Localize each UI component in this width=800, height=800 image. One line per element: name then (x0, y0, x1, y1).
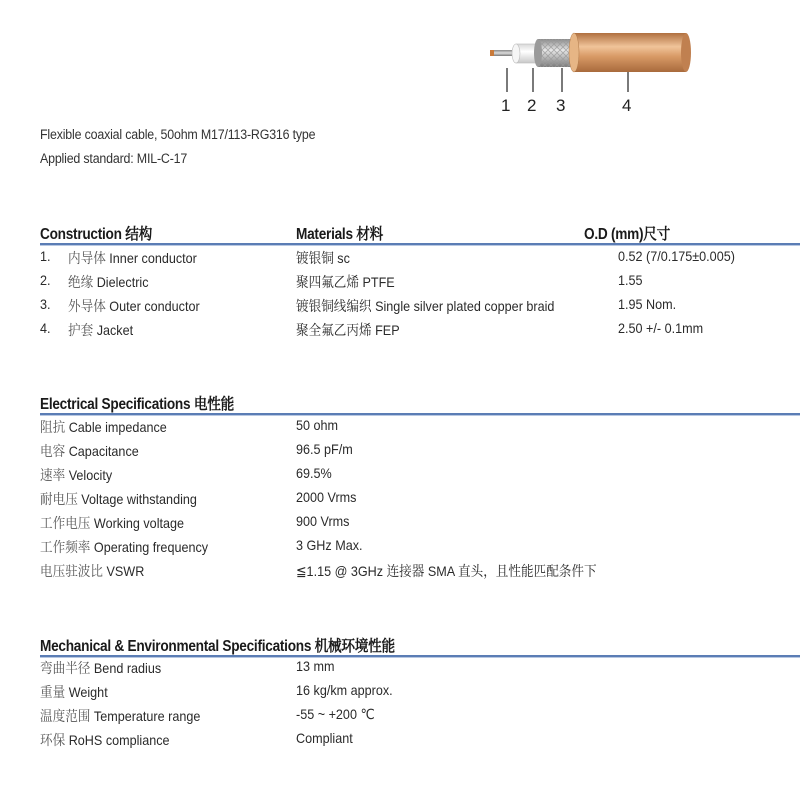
spec-value: 96.5 pF/m (296, 441, 353, 457)
spec-label: 电压驻波比 VSWR (40, 563, 145, 579)
spec-label: 速率 Velocity (40, 467, 113, 483)
spec-label: 工作频率 Operating frequency (40, 539, 209, 555)
materials-header: Materials 材料 (296, 226, 384, 243)
spec-label: 重量 Weight (40, 684, 108, 700)
spec-label: 温度范围 Temperature range (40, 708, 201, 724)
spec-value: 2000 Vrms (296, 489, 357, 505)
spec-value: 69.5% (296, 465, 332, 481)
diagram-label-2: 2 (527, 96, 537, 115)
cable-diagram (470, 20, 700, 120)
spec-label: 耐电压 Voltage withstanding (40, 491, 197, 507)
construction-row: 1. (40, 248, 51, 264)
electrical-divider (40, 413, 800, 415)
construction-part: 绝缘 Dielectric (68, 274, 149, 290)
mechanical-specs-title: Mechanical & Environmental Specifications 机械环境性能 (40, 638, 395, 655)
diagram-label-4: 4 (622, 96, 632, 115)
od-header: O.D (mm)尺寸 (584, 226, 671, 243)
jacket (569, 33, 691, 72)
electrical-specs-title: Electrical Specifications 电性能 (40, 396, 234, 413)
construction-material: 聚全氟乙丙烯 FEP (296, 322, 400, 338)
outer-braid (534, 39, 574, 67)
construction-divider (40, 243, 800, 245)
spec-label: 工作电压 Working voltage (40, 515, 185, 531)
construction-od: 1.95 Nom. (618, 296, 677, 312)
spec-value: Compliant (296, 730, 353, 746)
construction-part: 内导体 Inner conductor (68, 250, 197, 266)
construction-part: 外导体 Outer conductor (68, 298, 200, 314)
spec-value: ≦1.15 @ 3GHz 连接器 SMA 直头，且性能匹配条件下 (296, 563, 597, 579)
construction-material: 镀银铜 sc (296, 250, 350, 266)
spec-value: 50 ohm (296, 417, 339, 433)
spec-value: 3 GHz Max. (296, 537, 363, 553)
product-description: Flexible coaxial cable, 50ohm M17/113-RG316 type (40, 127, 316, 142)
construction-row: 3. (40, 296, 51, 312)
construction-material: 镀银铜线编织 Single silver plated copper braid (296, 298, 555, 314)
spec-value: 13 mm (296, 658, 335, 674)
construction-row: 2. (40, 272, 51, 288)
spec-label: 阻抗 Cable impedance (40, 419, 167, 435)
diagram-label-3: 3 (556, 96, 566, 115)
spec-label: 电容 Capacitance (40, 443, 139, 459)
diagram-label-1: 1 (501, 96, 511, 115)
construction-od: 1.55 (618, 272, 643, 288)
construction-part: 护套 Jacket (68, 322, 134, 338)
spec-value: -55 ~ +200 ℃ (296, 706, 375, 722)
spec-value: 16 kg/km approx. (296, 682, 393, 698)
mechanical-divider (40, 655, 800, 657)
construction-row: 4. (40, 320, 51, 336)
applied-standard: Applied standard: MIL-C-17 (40, 151, 188, 166)
spec-value: 900 Vrms (296, 513, 350, 529)
construction-od: 0.52 (7/0.175±0.005) (618, 248, 735, 264)
spec-label: 弯曲半径 Bend radius (40, 660, 162, 676)
spec-label: 环保 RoHS compliance (40, 732, 170, 748)
construction-od: 2.50 +/- 0.1mm (618, 320, 704, 336)
construction-header: Construction 结构 (40, 226, 152, 243)
construction-material: 聚四氟乙烯 PTFE (296, 274, 395, 290)
